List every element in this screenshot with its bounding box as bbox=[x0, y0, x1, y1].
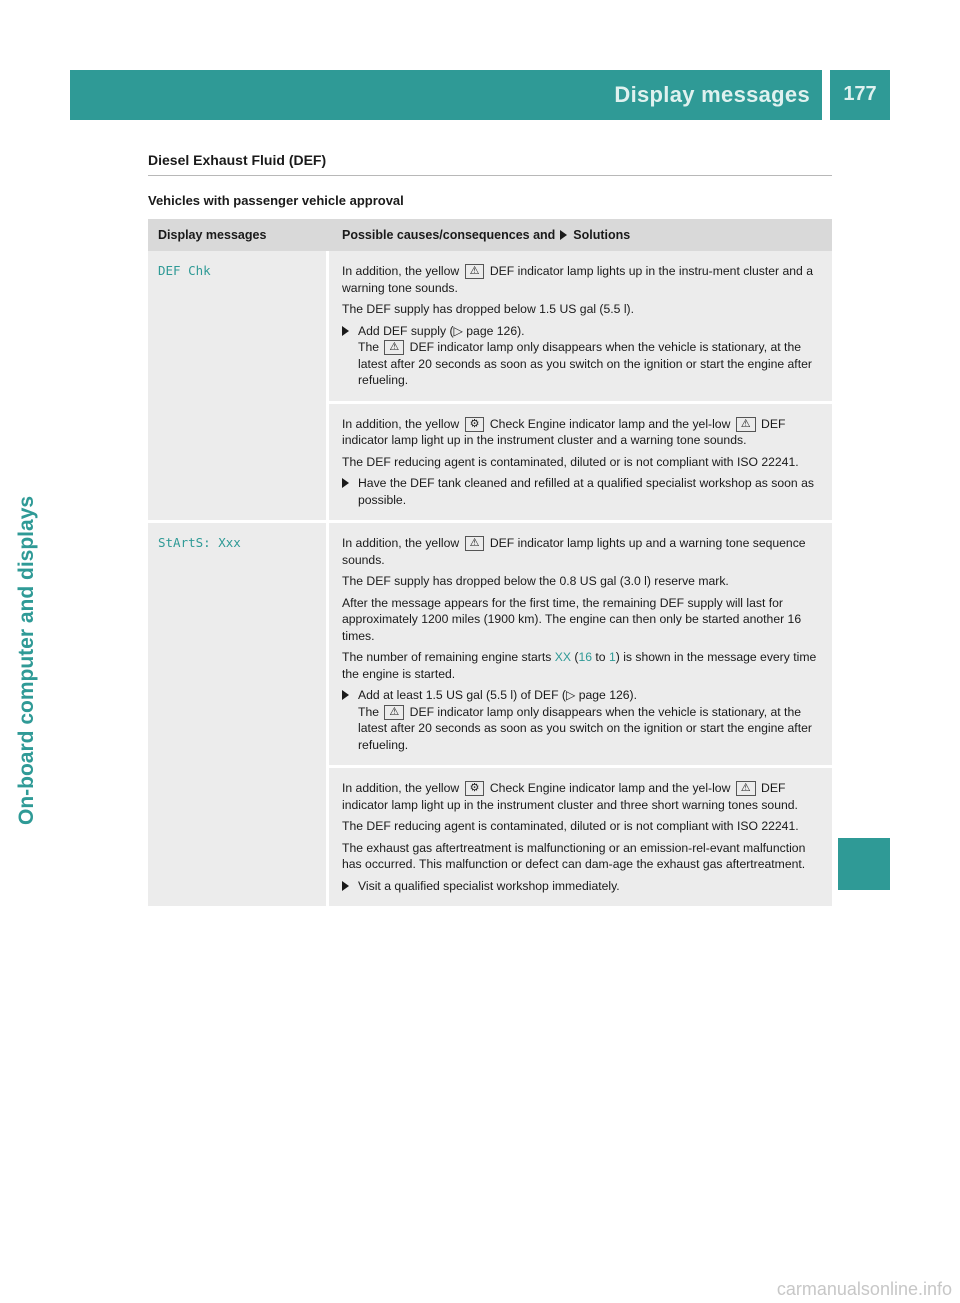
placeholder-value: XX bbox=[554, 650, 571, 664]
solution-step bbox=[342, 323, 824, 389]
page-title: Display messages bbox=[614, 82, 810, 107]
col-header-solutions-text: Solutions bbox=[573, 227, 631, 242]
text: In addition, the yellow bbox=[342, 416, 460, 431]
text: ( bbox=[574, 650, 579, 664]
step-content bbox=[358, 323, 824, 389]
display-message: DEF Chk bbox=[148, 251, 326, 520]
def-indicator-icon: ⚠ bbox=[736, 781, 756, 796]
causes-cell bbox=[329, 523, 832, 906]
text: Check Engine indicator lamp and the yel-low bbox=[489, 416, 731, 431]
page-number-box bbox=[830, 70, 890, 120]
display-message: StArtS: Xxx bbox=[148, 523, 326, 906]
def-indicator-icon: ⚠ bbox=[736, 417, 756, 432]
paragraph: The exhaust gas aftertreatment is malfunctioning or an emission-rel-evant malfunction has occurred. This malfunction or defect can dam-age the exhaust gas aftertreatment. bbox=[342, 840, 806, 871]
causes-cell bbox=[329, 251, 832, 520]
paragraph: The DEF reducing agent is contaminated, diluted or is not compliant with ISO 22241. bbox=[342, 819, 799, 833]
cause-block bbox=[329, 251, 832, 401]
text: In addition, the yellow bbox=[342, 781, 460, 795]
def-indicator-icon: ⚠ bbox=[384, 705, 404, 720]
text: DEF indicator lamp only disappears when the vehicle is stationary, at the latest after 20 seconds as soon as you switch on the ignition or start the engine after refueling. bbox=[358, 340, 812, 387]
table-row bbox=[148, 523, 832, 906]
paragraph: After the message appears for the first time, the remaining DEF supply will last for approximately 1200 miles (1900 km). The engine can then only be started another 16 times. bbox=[342, 595, 802, 643]
text: In addition, the yellow bbox=[342, 536, 460, 550]
col-header-messages: Display messages bbox=[158, 227, 267, 242]
solution-step bbox=[342, 878, 824, 895]
text: DEF indicator lamp light up in the instrument cluster and a warning tone sounds. bbox=[342, 416, 786, 447]
text: The bbox=[358, 340, 380, 354]
section-subtitle: Vehicles with passenger vehicle approval bbox=[148, 193, 404, 208]
paragraph: The DEF supply has dropped below the 0.8 US gal (3.0 l) reserve mark. bbox=[342, 574, 729, 588]
text: The bbox=[358, 704, 380, 719]
def-indicator-icon: ⚠ bbox=[384, 340, 404, 355]
step-note bbox=[358, 704, 824, 754]
check-engine-icon: ⚙ bbox=[465, 781, 485, 796]
watermark: carmanualsonline.info bbox=[776, 1279, 952, 1299]
cause-block bbox=[329, 523, 832, 765]
text: DEF indicator lamp lights up in the instru-ment cluster and a warning tone sounds. bbox=[342, 264, 813, 295]
arrow-icon bbox=[560, 230, 567, 240]
cause-block bbox=[329, 404, 832, 521]
col-header-causes bbox=[326, 227, 832, 244]
text: In addition, the yellow bbox=[342, 264, 460, 278]
text: Check Engine indicator lamp and the yel-low bbox=[489, 781, 731, 795]
arrow-icon bbox=[342, 475, 358, 508]
step-text: Visit a qualified specialist workshop immediately. bbox=[358, 878, 620, 893]
col-header-causes-text: Possible causes/consequences and bbox=[342, 227, 556, 242]
side-tab-marker bbox=[838, 838, 890, 890]
start-count-max: 16 bbox=[578, 650, 593, 664]
text: DEF indicator lamp lights up and a warning tone sequence sounds. bbox=[342, 536, 806, 567]
paragraph bbox=[342, 263, 824, 296]
solution-step bbox=[342, 687, 824, 753]
text: to bbox=[595, 650, 606, 664]
table-header bbox=[148, 219, 832, 251]
text: The number of remaining engine starts bbox=[342, 650, 552, 664]
step-note bbox=[358, 339, 824, 389]
section-divider bbox=[148, 175, 832, 176]
section-title: Diesel Exhaust Fluid (DEF) bbox=[148, 152, 327, 168]
header-bar bbox=[70, 70, 822, 120]
page-number: 177 bbox=[843, 83, 877, 105]
text: DEF indicator lamp only disappears when the vehicle is stationary, at the latest after 20 seconds as soon as you switch on the ignition or start the engine after refueling. bbox=[358, 704, 812, 752]
def-indicator-icon: ⚠ bbox=[465, 264, 485, 279]
step-content bbox=[358, 687, 824, 753]
paragraph bbox=[342, 535, 824, 568]
table-row bbox=[148, 251, 832, 520]
paragraph: The DEF supply has dropped below 1.5 US gal (5.5 l). bbox=[342, 302, 634, 316]
paragraph bbox=[342, 780, 824, 813]
step-text: Add DEF supply (▷ page 126). bbox=[358, 323, 525, 338]
paragraph: The DEF reducing agent is contaminated, diluted or is not compliant with ISO 22241. bbox=[342, 454, 799, 469]
side-tab bbox=[838, 140, 890, 830]
arrow-icon bbox=[342, 687, 358, 753]
arrow-icon bbox=[342, 878, 358, 895]
arrow-icon bbox=[342, 323, 358, 389]
check-engine-icon: ⚙ bbox=[465, 417, 485, 432]
cause-block bbox=[329, 768, 832, 906]
paragraph bbox=[342, 416, 824, 449]
paragraph bbox=[342, 649, 824, 682]
step-text: Have the DEF tank cleaned and refilled at a qualified specialist workshop as soon as possible. bbox=[358, 476, 814, 507]
messages-table bbox=[148, 219, 832, 906]
def-indicator-icon: ⚠ bbox=[465, 536, 485, 551]
solution-step bbox=[342, 475, 824, 508]
side-tab-label: On-board computer and displays bbox=[15, 495, 38, 825]
text: DEF indicator lamp light up in the instrument cluster and three short warning tones sound. bbox=[342, 781, 798, 812]
step-text: Add at least 1.5 US gal (5.5 l) of DEF (▷ page 126). bbox=[358, 688, 637, 702]
start-count-min: 1 bbox=[608, 650, 616, 664]
text: ) is shown in the message every time the engine is started. bbox=[342, 650, 817, 681]
